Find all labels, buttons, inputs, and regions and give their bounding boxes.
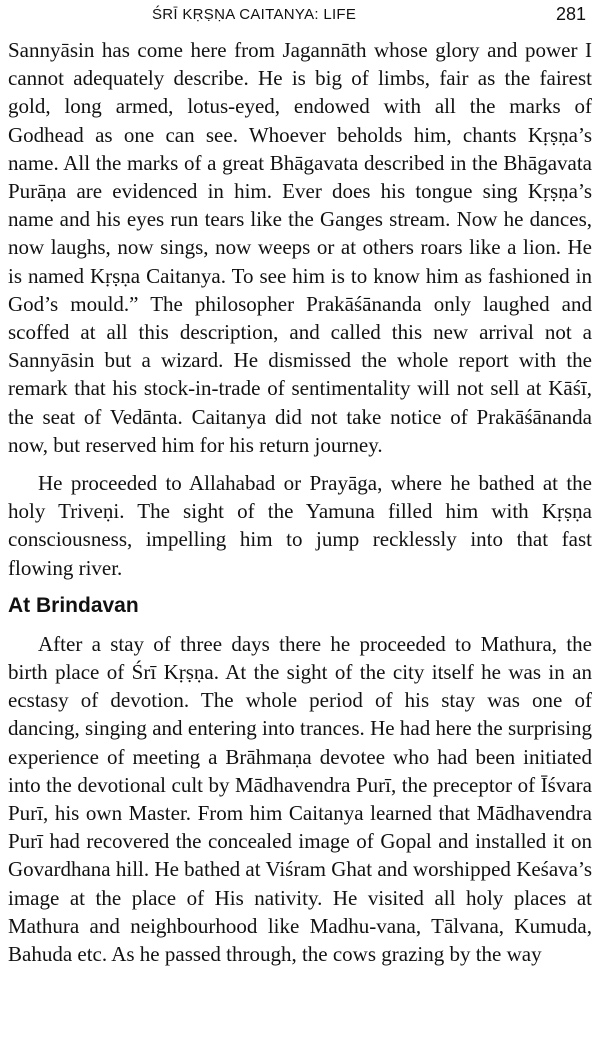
paragraph-allahabad: He proceeded to Allahabad or Prayāga, where he bathed at the holy Triveṇi. The sight of the Yamuna filled him with Kṛṣṇa consciousness, impelling him to jump recklessly into that fast flowing river. (8, 471, 592, 580)
page-number: 281 (555, 4, 586, 24)
section-heading: At Brindavan (8, 593, 139, 617)
running-title: ŚRĪ KṚṢṆA CAITANYA: LIFE (152, 6, 357, 23)
body-text (8, 36, 592, 968)
running-head (0, 4, 600, 28)
paragraph-mathura: After a stay of three days there he proceeded to Mathura, the birth place of Śrī Kṛṣṇa. At the sight of the city itself he was in an ecstasy of devotion. The whole period of his stay was one of dancing, singing and entering into trances. He had here the surprising experience of meeting a Brāhmaṇa devotee who had been initiated into the devotional cult by Mādhavendra Purī, the preceptor of Īśvara Purī, his own Master. From him Caitanya learned that Mādhavendra Purī had recovered the concealed image of Gopal and installed it on Govardhana hill. He bathed at Viśram Ghat and worshipped Keśava’s image at the place of His nativity. He visited all holy places at Mathura and neighbourhood like Madhu-vana, Tālvana, Kumuda, Bahuda etc. As he passed through, the cows grazing by the way (8, 631, 592, 967)
paragraph-continued: Sannyāsin has come here from Jagannāth whose glory and power I cannot adequately describe. He is big of limbs, fair as the fairest gold, long armed, lotus-eyed, endowed with all the marks of Godhead as one can see. Whoever beholds him, chants Kṛṣṇa’s name. All the marks of a great Bhāgavata described in the Bhāgavata Purāṇa are evidenced in him. Ever does his tongue sing Kṛṣṇa’s name and his eyes run tears like the Ganges stream. Now he dances, now laughs, now sings, now weeps or at others roars like a lion. He is named Kṛṣṇa Caitanya. To see him is to know him as fashioned in God’s mould.” The philosopher Prakāśānanda only laughed and scoffed at all this description, and called this new arrival not a Sannyāsin but a wizard. He dismissed the whole report with the remark that his stock-in-trade of sentimentality will not sell at Kāśī, the seat of Vedānta. Caitanya did not take notice of Prakāśānanda now, but reserved him for his return journey. (8, 38, 592, 457)
